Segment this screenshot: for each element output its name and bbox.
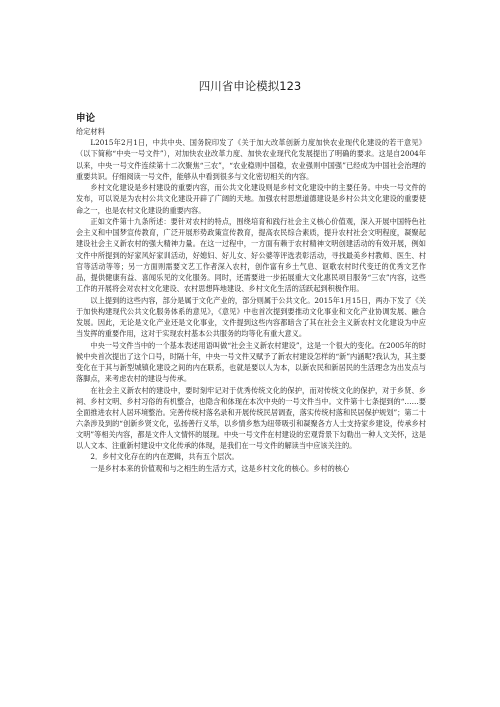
paragraph-4: 以上提到的这些内容，部分是属于文化产业的，部分则属于公共文化。2015年1月15日，两办下发了《关于加快构建现代公共文化服务体系的意见》，《意见》中也首次提到要推动文化事业和文化产业协调发展、融合发展。因此，无论是文化产业还是文化事业，文件提到这些内容都暗含了其在社会主义新农村文化建设为中应当发挥的重要作用，这对于实现农村基本公共服务的均等化有重大意义。 [76,295,426,339]
paragraph-5: 中央一号文件当中的一个基本表述用语叫做“社会主义新农村建设”，这是一个很大的变化。在2005年的时候中央首次提出了这个口号，时隔十年，中央一号文件又赋予了新农村建设怎样的“新”内涵呢?我认为，其主要变化在于其与新型城镇化建设之间的内在联系，也就是要以人为本，以新农民和新居民的生活理念为出发点与落脚点，来考虑农村的建设与传承。 [76,340,426,384]
paragraph-2: 乡村文化建设是乡村建设的重要内容，而公共文化建设则是乡村文化建设中的主要任务。中央一号文件的发布，可以说是为农村公共文化建设开辟了广阔的天地。加强农村思想道德建设是乡村公共文化建设的重要使命之一，也是农村文化建设的重要内容。 [76,183,426,215]
document-title: 四川省申论模拟123 [198,79,302,93]
paragraph-6: 在社会主义新农村的建设中，要时刻牢记对于优秀传统文化的保护，而对传统文化的保护，对于乡贤、乡祠、乡村文明、乡村习俗的有机整合，也隐含和体现在本次中央的一号文件当中。文件第十七条提到的“……要全面推进农村人居环境整治。完善传统村落名录和开展传统民居调查，落实传统村落和民居保护规划”；第二十六条涉及到的“创新乡贤文化，弘扬善行义举，以乡情乡愁为纽带吸引和凝聚各方人士支持家乡建设，传承乡村文明”等相关内容，都是文件人文情怀的展现。中央一号文件在村建设的宏观背景下勾勒出一种人文关怀，这是以人文本、注重新村建设中文化传承的体现，是我们在一号文件的解读当中应该关注的。 [76,385,426,451]
document-body [76,112,426,474]
paragraph-7: 2．乡村文化存在的内在逻辑，共有五个层次。 [90,452,239,462]
materials-subheading: 给定材料 [76,127,105,136]
paragraph-3: 正如文件第十九条所述：要针对农村的特点，围绕培育和践行社会主义核心价值观，深入开展中国特色社会主义和中国梦宣传教育，广泛开展形势政策宣传教育，提高农民综合素质，提升农村社会文明程度，凝聚起建设社会主义新农村的强大精神力量。在这一过程中，一方面有赖于农村精神文明创建活动的有效开展，例如文件中所提到的好家风好家训活动，好媳妇、好儿女、好公婆等评选表彰活动，寻找最美乡村教师、医生、村官等活动等等；另一方面则需要文艺工作者深入农村，创作富有乡土气息、讴歌农村时代变迁的优秀文艺作品，提供健康有益、喜闻乐见的文化服务。同时，还需要进一步拓展重大文化惠民项目服务“三农”内容，这些工作的开展将会对农村文化建设、农村思想阵地建设、乡村文化生活的活跃起到积极作用。 [76,216,426,294]
paragraph-8: 一是乡村本来的价值观和与之相生的生活方式，这是乡村文化的核心。乡村的核心 [90,463,350,473]
paragraph-1: L2015年2月1日，中共中央、国务院印发了《关于加大改革创新力度加快农业现代化建设的若干意见》（以下简称“中央一号文件”），对加快农业改革力度、加快农业现代化发展提出了明确的要求。这是自2004年以来，中央一号文件连续第十二次聚焦“三农”，“农业稳则中国稳，农业强则中国强”已经成为中国社会治理的重要共识。仔细阅读一号文件，能够从中看到很多与文化密切相关的内容。 [76,138,426,181]
section-heading: 申论 [76,113,96,124]
